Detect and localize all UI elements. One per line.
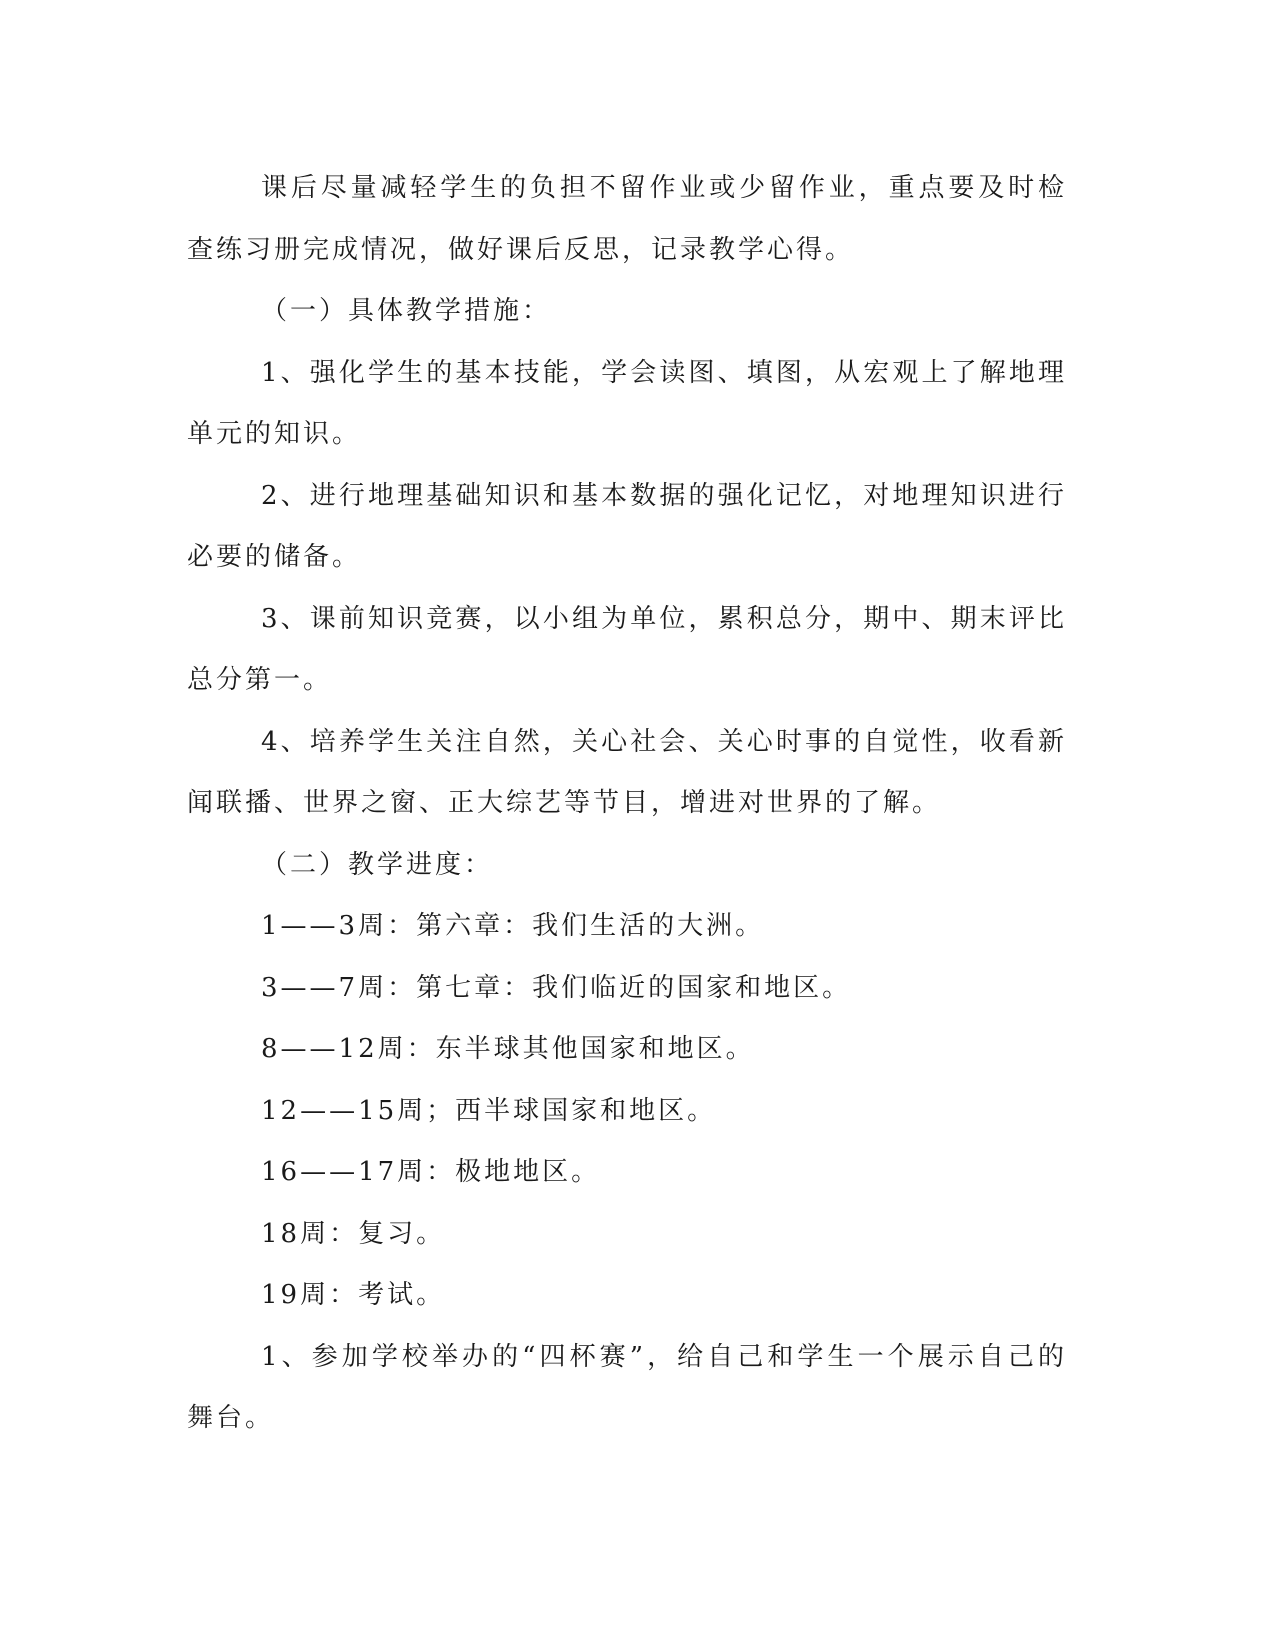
document-body [187,158,1067,1450]
heading-teaching-schedule: （二）教学进度： [261,849,494,880]
heading-teaching-measures: （一）具体教学措施： [261,296,552,326]
paragraph-measure-2: 2、进行地理基础知识和基本数据的强化记忆，对地理知识进行必要的储备。 [187,480,1067,572]
schedule-item-3: 8——12周：东半球其他国家和地区。 [261,1034,755,1064]
paragraph-measure-3: 3、课前知识竞赛，以小组为单位，累积总分，期中、期末评比总分第一。 [187,603,1067,695]
paragraph-measure-4: 4、培养学生关注自然，关心社会、关心时事的自觉性，收看新闻联播、世界之窗、正大综艺等节目，增进对世界的了解。 [187,726,1067,818]
schedule-item-1: 1——3周：第六章：我们生活的大洲。 [261,911,765,941]
paragraph-activity-1: 1、参加学校举办的“四杯赛”，给自己和学生一个展示自己的舞台。 [187,1341,1067,1433]
paragraph-measure-1: 1、强化学生的基本技能，学会读图、填图，从宏观上了解地理单元的知识。 [187,357,1067,449]
schedule-item-4: 12——15周；西半球国家和地区。 [261,1095,717,1126]
paragraph-homework: 课后尽量减轻学生的负担不留作业或少留作业，重点要及时检查练习册完成情况，做好课后反思，记录教学心得。 [187,173,1067,265]
schedule-item-2: 3——7周：第七章：我们临近的国家和地区。 [261,972,852,1003]
schedule-item-6: 18周：复习。 [261,1218,446,1249]
schedule-item-5: 16——17周：极地地区。 [261,1157,601,1187]
schedule-item-7: 19周：考试。 [261,1280,446,1310]
